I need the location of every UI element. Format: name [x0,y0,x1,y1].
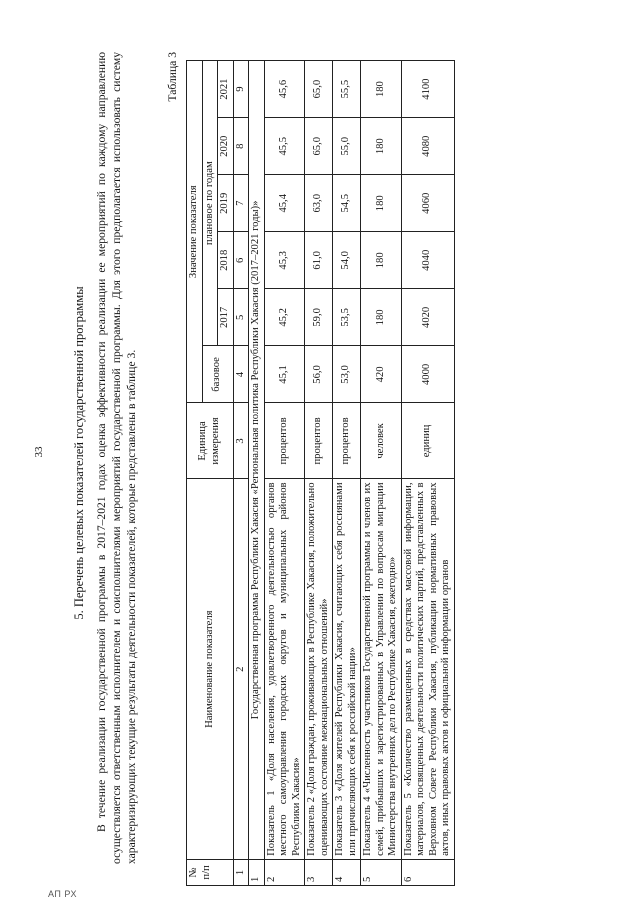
row-number: 1 [249,859,265,885]
indicator-value: 55,0 [333,118,361,175]
indicator-base-value: 53,0 [333,346,361,403]
indicator-unit: процентов [264,403,305,479]
indicator-value: 180 [361,61,402,118]
column-number: 2 [233,479,249,859]
indicator-name: Показатель 2 «Доля граждан, проживающих в Республике Хакасия, положительно оценивающих состояние межнациональных отношений» [305,479,333,859]
indicator-value: 180 [361,232,402,289]
indicator-base-value: 45,1 [264,346,305,403]
indicator-value: 65,0 [305,118,333,175]
table-row [361,61,402,886]
column-number: 9 [233,61,249,118]
indicator-value: 4040 [401,232,454,289]
header-year: 2019 [218,175,234,232]
header-year: 2018 [218,232,234,289]
row-number: 6 [401,859,454,885]
indicator-value: 45,4 [264,175,305,232]
indicator-unit: человек [361,403,402,479]
indicator-value: 45,2 [264,289,305,346]
indicator-value: 54,5 [333,175,361,232]
column-number: 1 [233,859,249,885]
column-number: 7 [233,175,249,232]
indicator-name: Показатель 4 «Численность участников Государственной программы и членов их семей, прибывших и зарегистрированных в Управлении по вопросам миграции Министерства внутренних дел по Республике Хакасия, ежегодно» [361,479,402,859]
archive-stamp: АП РХ [48,889,77,899]
header-base: базовое [202,346,233,403]
header-year: 2021 [218,61,234,118]
row-number: 4 [333,859,361,885]
indicator-value: 45,5 [264,118,305,175]
table-row [305,61,333,886]
column-number: 4 [233,346,249,403]
indicator-value: 180 [361,175,402,232]
indicator-name: Показатель 5 «Количество размещенных в средствах массовой информации, материалов, посвященных деятельности политических партий, представленных в Верховном Совете Республики Хакасия, публикации нормативных правовых актов, иных правовых актов и официальной информации органов [401,479,454,859]
column-number: 3 [233,403,249,479]
header-indicator-name: Наименование показателя [187,479,234,859]
indicator-value: 63,0 [305,175,333,232]
indicator-unit: процентов [333,403,361,479]
column-number: 8 [233,118,249,175]
indicator-name: Показатель 1 «Доля населения, удовлетворенного деятельностью органов местного самоуправления городских округов и муниципальных районов Республики Хакасия» [264,479,305,859]
indicator-value: 45,3 [264,232,305,289]
page-number: 33 [33,446,45,458]
indicator-unit: единиц [401,403,454,479]
header-unit: Единица измерения [187,403,234,479]
header-year: 2017 [218,289,234,346]
column-number: 5 [233,289,249,346]
indicator-base-value: 56,0 [305,346,333,403]
header-value-group: Значение показателя [187,61,203,403]
header-planned-group: плановое по годам [202,61,218,346]
indicator-value: 180 [361,289,402,346]
program-title: Государственная программа Республики Хакасия «Региональная политика Республики Хакасия (2017–2021 годы)» [249,61,265,860]
table-row [401,61,454,886]
indicator-value: 4060 [401,175,454,232]
indicator-value: 53,5 [333,289,361,346]
row-number: 2 [264,859,305,885]
row-number: 5 [361,859,402,885]
column-number: 6 [233,232,249,289]
indicator-unit: процентов [305,403,333,479]
indicator-name: Показатель 3 «Доля жителей Республики Хакасия, считающих себя россиянами или причисляющих себя к российской нации» [333,479,361,859]
indicator-base-value: 4000 [401,346,454,403]
indicator-value: 61,0 [305,232,333,289]
indicator-value: 4020 [401,289,454,346]
indicators-table [186,60,455,886]
intro-paragraph: В течение реализации государственной программы в 2017–2021 годах оценка эффективности реализации ее мероприятий по каждому направлению осуществляется ответственным исполнителем и соисполнителями мероприятий государственной программы. Для этого предполагается использовать систему характеризирующих текущие результаты деятельности показателей, которые представлены в таблице 3. [95,52,138,864]
table-row [333,61,361,886]
program-row [249,61,265,886]
header-number: № п/п [187,859,234,885]
rotated-document-content [58,18,598,888]
indicator-value: 59,0 [305,289,333,346]
indicator-value: 65,0 [305,61,333,118]
indicator-value: 180 [361,118,402,175]
row-number: 3 [305,859,333,885]
indicator-value: 45,6 [264,61,305,118]
indicator-value: 4080 [401,118,454,175]
indicator-value: 55,5 [333,61,361,118]
table-row [264,61,305,886]
indicator-value: 54,0 [333,232,361,289]
column-number-row [233,61,249,886]
header-year: 2020 [218,118,234,175]
indicator-base-value: 420 [361,346,402,403]
section-title: 5. Перечень целевых показателей государственной программы [72,286,86,620]
table-caption: Таблица 3 [166,52,179,102]
indicator-value: 4100 [401,61,454,118]
